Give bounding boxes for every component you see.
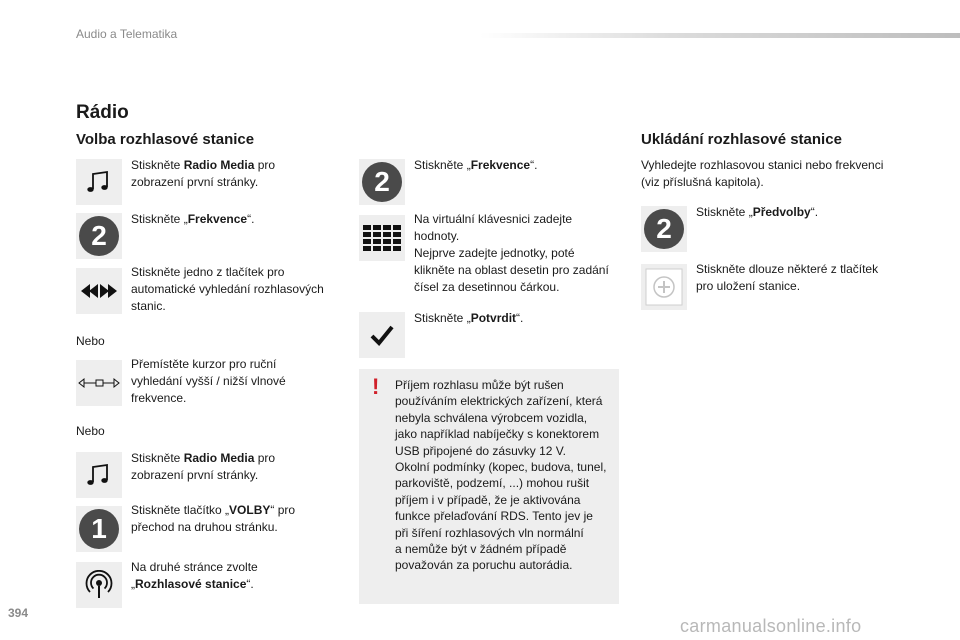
keypad-icon — [359, 215, 405, 261]
left-step5-text: Stiskněte Radio Media pro zobrazení první stránky. — [131, 451, 276, 482]
section-title-right: Ukládání rozhlasové stanice — [641, 131, 842, 148]
music-note-icon — [76, 159, 122, 205]
warning-icon: ! — [372, 374, 380, 399]
warning-text: Příjem rozhlasu může být rušen používáním elektrických zařízení, která nebyla schválena výrobcem vozidla, jako například nabíječky s konektorem USB připojené do zásuvky 12 V. Okolní podmínky (kopec, budova, tunel, parkoviště, podzemí, ...) mohou rušit příjem i v případě, že je aktivována funkce přelaďování RDS. Tento jev je při šíření rozhlasových vln normální a nemůže být v žádném případě považován za poruchu autorádia. — [395, 378, 607, 573]
watermark: carmanualsonline.info — [680, 616, 862, 636]
middle-step1-text: Stiskněte „Frekvence“. — [414, 158, 538, 172]
radio-antenna-icon — [76, 562, 122, 608]
step-number-badge — [76, 213, 122, 259]
left-step1-text: Stiskněte Radio Media pro zobrazení první stránky. — [131, 158, 276, 189]
number-2-icon: 2 — [362, 162, 402, 202]
middle-step3-text: Stiskněte „Potvrdit“. — [414, 311, 524, 325]
page-number: 394 — [8, 606, 29, 620]
or-label: Nebo — [76, 334, 105, 348]
page-title: Rádio — [76, 102, 129, 123]
number-2-icon: 2 — [644, 209, 684, 249]
right-step2-text: Stiskněte dlouze některé z tlačítek pro uložení stanice. — [696, 262, 879, 293]
header-bar — [480, 33, 960, 38]
number-1-icon: 1 — [79, 509, 119, 549]
number-2-icon: 2 — [79, 216, 119, 256]
right-step1-text: Stiskněte „Předvolby“. — [696, 205, 819, 219]
section-title-left: Volba rozhlasové stanice — [76, 131, 255, 148]
frequency-slider-icon — [76, 360, 122, 406]
music-note-icon — [76, 452, 122, 498]
header-section: Audio a Telematika — [76, 27, 178, 41]
step-number-badge — [76, 506, 122, 552]
left-step6-text: Stiskněte tlačítko „VOLBY“ pro přechod na druhou stránku. — [131, 503, 296, 534]
seek-buttons-icon — [76, 268, 122, 314]
step-number-badge — [359, 159, 405, 205]
middle-step2-text: Na virtuální klávesnici zadejte hodnoty. Nejprve zadejte jednotky, poté klikněte na oblast desetin pro zadání čísel za desetinnou čárkou. — [414, 212, 609, 294]
left-step7-text: Na druhé stránce zvolte „Rozhlasové stanice“. — [131, 560, 258, 591]
preset-add-icon — [641, 264, 687, 310]
left-step2-text: Stiskněte „Frekvence“. — [131, 212, 255, 226]
or-label: Nebo — [76, 424, 105, 438]
left-step4-text: Přemístěte kurzor pro ruční vyhledání vyšší / nižší vlnové frekvence. — [131, 357, 286, 405]
step-number-badge — [641, 206, 687, 252]
left-step3-text: Stiskněte jedno z tlačítek pro automatické vyhledání rozhlasových stanic. — [131, 265, 324, 313]
right-intro-text: Vyhledejte rozhlasovou stanici nebo frekvenci (viz příslušná kapitola). — [641, 158, 884, 189]
checkmark-icon — [359, 312, 405, 358]
